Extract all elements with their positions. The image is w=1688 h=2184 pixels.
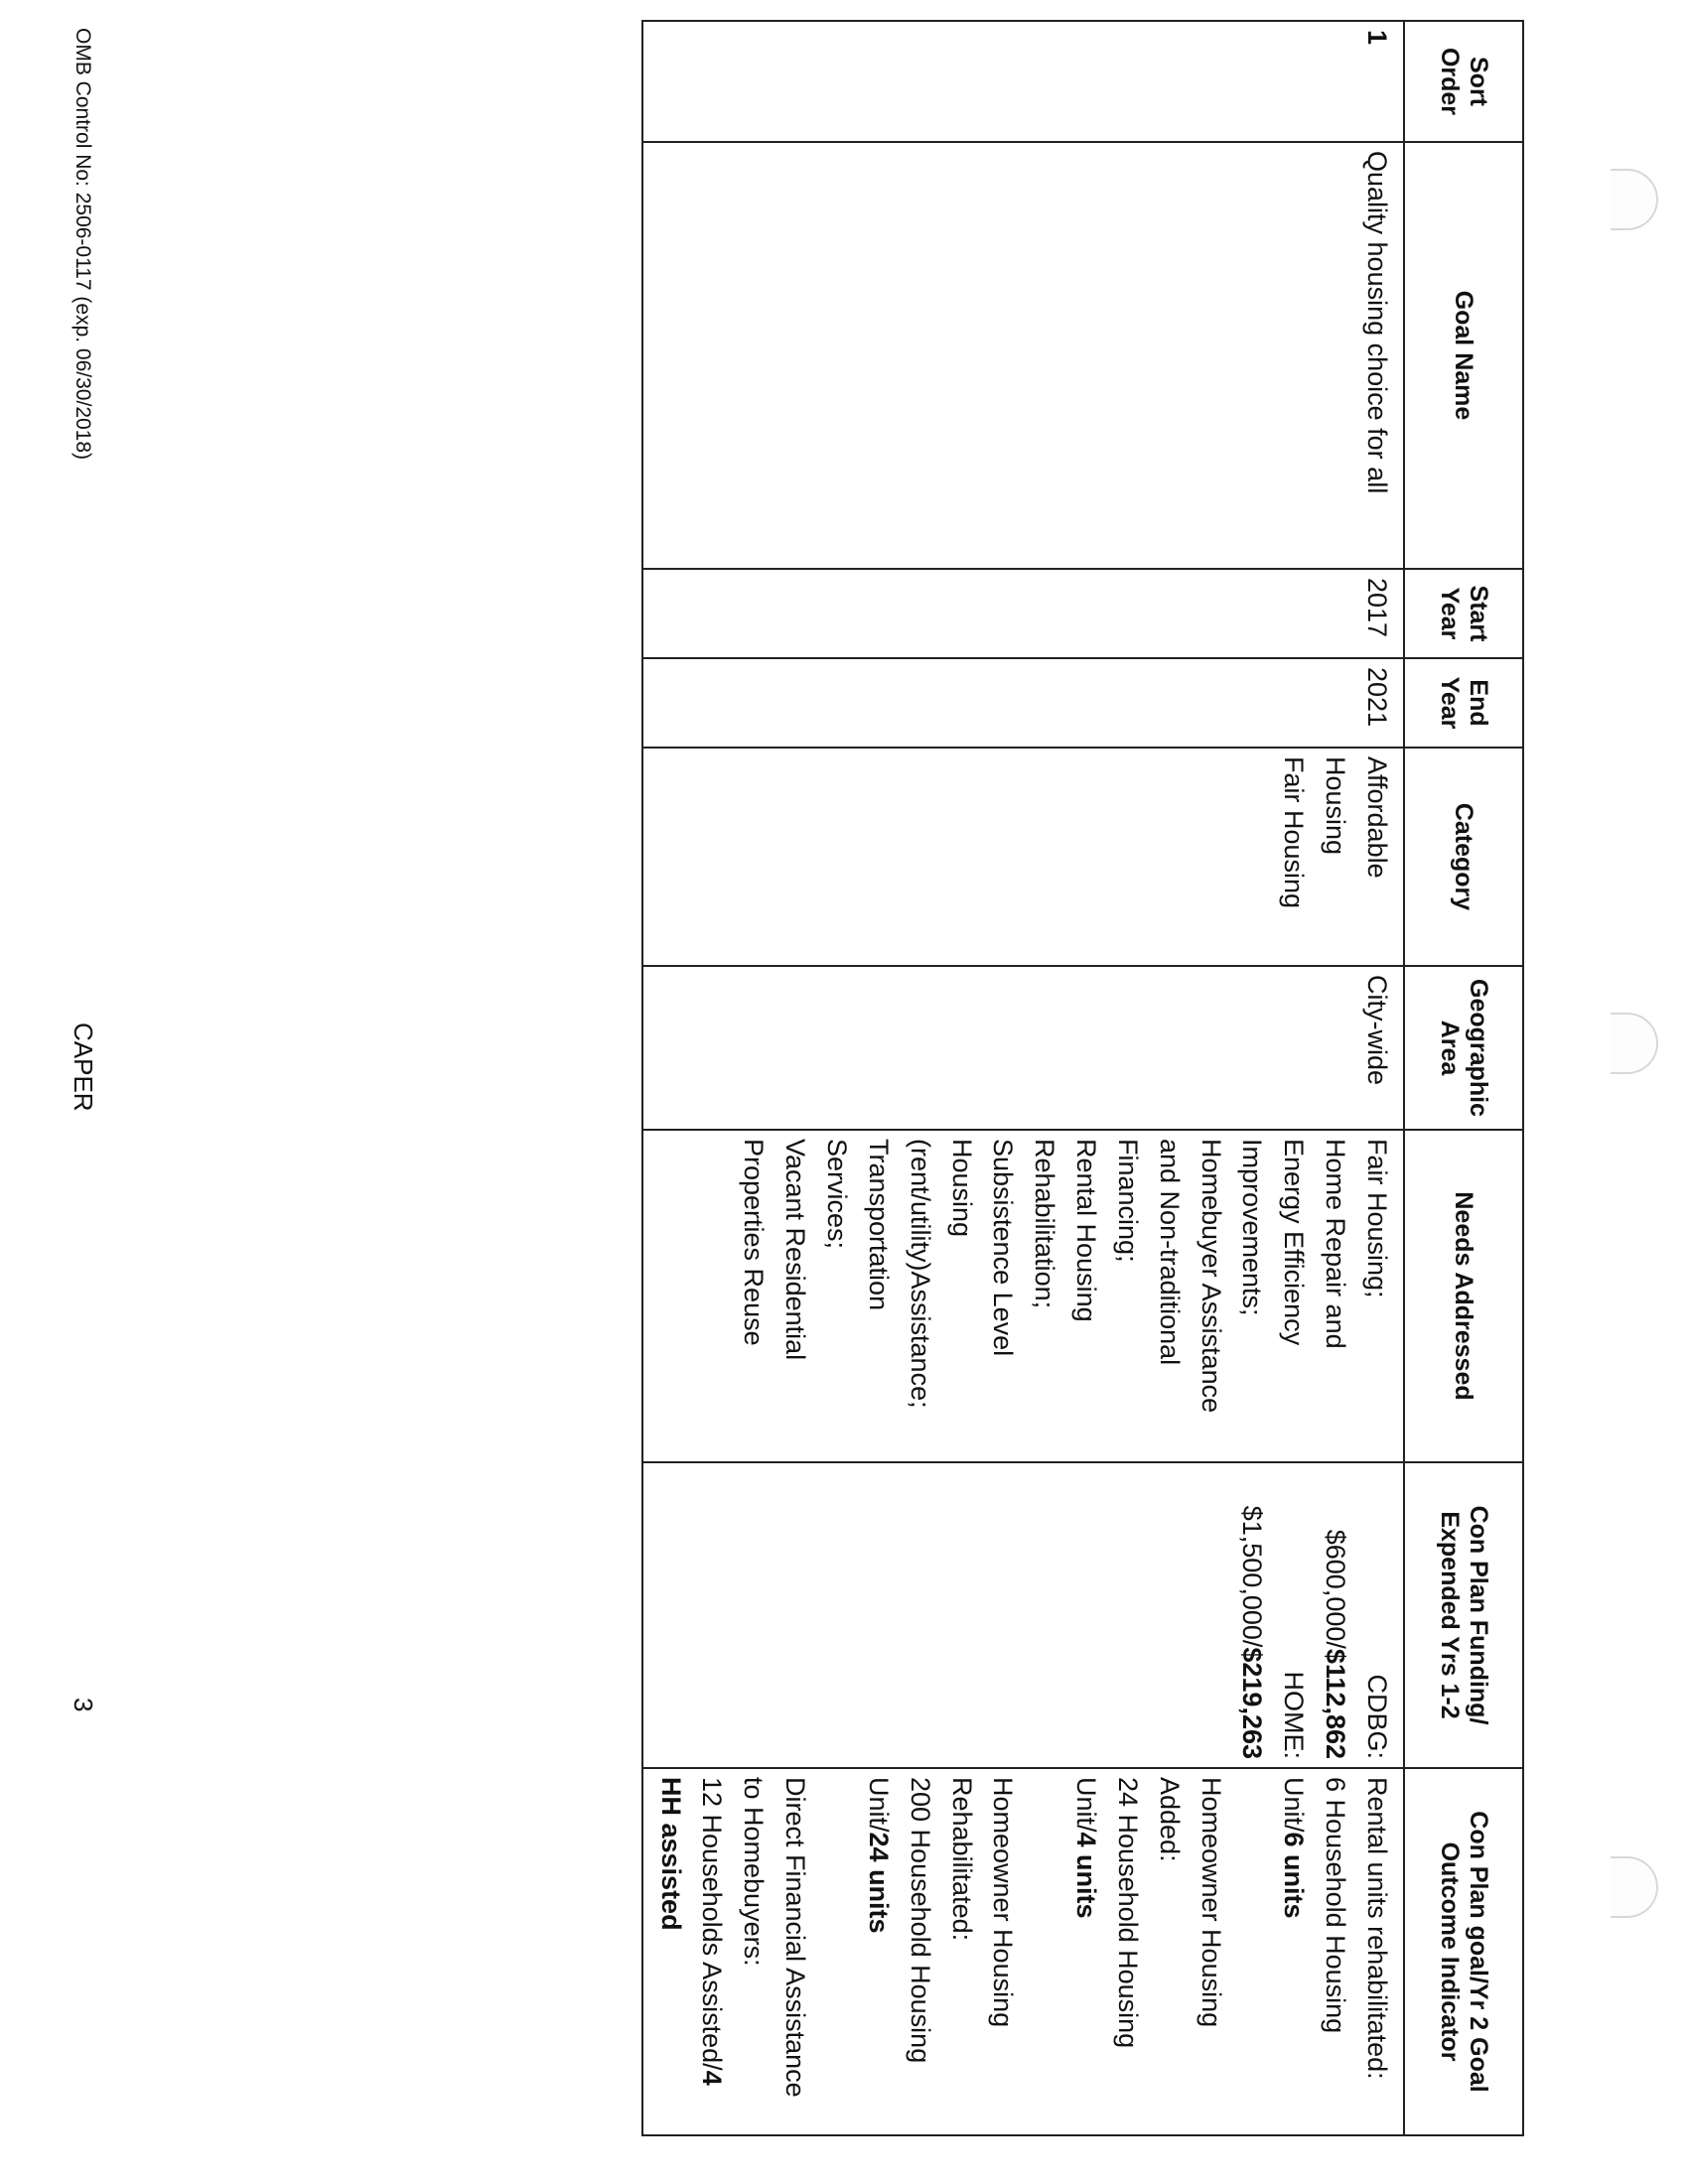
header-start-year: Start Year [1404,569,1523,658]
cdbg-amount [1314,1471,1355,1759]
cell-outcome [642,1768,1404,2135]
spacer [1023,1777,1064,2126]
cell-goal-name [642,142,1404,569]
table-row [642,21,1404,2135]
needs-line: Properties Reuse [739,1139,770,1346]
outcome-rental-l2: 6 Household Housing [1321,1777,1351,2034]
needs-line: Home Repair and [1321,1139,1351,1349]
cell-needs-addressed [642,1130,1404,1462]
header-goal-name: Goal Name [1404,142,1523,569]
outcome-financial-l4: HH assisted [655,1777,686,1931]
home-plan: $1,500,000/ [1237,1505,1268,1648]
needs-line: Services; [822,1139,853,1250]
start-year-value: 2017 [1362,578,1392,638]
header-geographic-area: Geographic Area [1404,966,1523,1130]
cell-category [642,748,1404,966]
cdbg-plan: $600,000/ [1321,1529,1351,1649]
footer-title: CAPER [69,1023,98,1112]
needs-line: Housing [946,1139,977,1238]
outcome-added-l1: Homeowner Housing [1196,1777,1226,2028]
outcome-rehab-l2: Rehabilitated: [946,1777,977,1942]
end-year-value: 2021 [1362,667,1392,728]
spacer [1231,1777,1273,2126]
goal-name-value: Quality housing choice for all [1362,151,1392,494]
needs-line: Subsistence Level [988,1139,1019,1357]
sort-order-value: 1 [1362,30,1392,46]
needs-line: Homebuyer Assistance [1196,1139,1226,1414]
category-line: Housing [1321,756,1351,856]
needs-line: Fair Housing; [1362,1139,1392,1298]
outcome-rental-l1: Rental units rehabilitated: [1362,1777,1392,2080]
category-line: Affordable [1362,756,1392,879]
cell-start-year [642,569,1404,658]
outcome-rehab-unit: Unit/ [863,1777,894,1833]
outcome-rental-achieved: 6 units [1279,1832,1310,1919]
header-sort-order: Sort Order [1404,21,1523,142]
needs-line: and Non-traditional [1154,1139,1185,1366]
outcome-rehab-l1: Homeowner Housing [988,1777,1019,2028]
needs-line: (rent/utility)Assistance; [905,1139,935,1409]
cell-sort-order [642,21,1404,142]
needs-line: Rehabilitation; [1030,1139,1060,1309]
outcome-rehab-l3: 200 Household Housing [905,1777,935,2064]
home-amount [1231,1471,1273,1759]
category-line: Fair Housing [1279,756,1310,909]
needs-line: Transportation [863,1139,894,1311]
cell-end-year [642,658,1404,748]
outcome-added-unit: Unit/ [1071,1777,1102,1833]
needs-line: Vacant Residential [780,1139,811,1361]
outcome-rehab-l4 [857,1777,899,2126]
outcome-rental-l3 [1272,1777,1314,2126]
outcome-financial-achieved: 4 [697,2070,728,2086]
outcome-financial-l1: Direct Financial Assistance [780,1777,811,2098]
cell-geographic-area [642,966,1404,1130]
goals-table [641,20,1524,2136]
home-label: HOME: [1279,1671,1310,1759]
outcome-financial-l2: to Homebuyers: [739,1777,770,1967]
rotated-page [0,20,1524,2134]
needs-line: Rental Housing [1071,1139,1102,1322]
binder-hole-bottom [1611,1856,1658,1918]
header-category: Category [1404,748,1523,966]
outcome-rehab-achieved: 24 units [863,1832,894,1934]
cdbg-label: CDBG: [1362,1674,1392,1759]
binder-hole-middle [1611,1013,1658,1074]
outcome-added-l4 [1064,1777,1106,2126]
outcome-rental-unit: Unit/ [1279,1777,1310,1833]
cell-funding [642,1462,1404,1768]
header-funding: Con Plan Funding/ Expended Yrs 1-2 [1404,1462,1523,1768]
geographic-area-value: City-wide [1362,975,1392,1086]
header-end-year: End Year [1404,658,1523,748]
header-needs-addressed: Needs Addressed [1404,1130,1523,1462]
needs-line: Improvements; [1237,1139,1268,1316]
outcome-added-l3: 24 Household Housing [1112,1777,1143,2049]
home-expended: $219,263 [1237,1647,1268,1759]
outcome-financial-goal: 12 Households Assisted/ [697,1777,728,2071]
cdbg-expended: $112,862 [1321,1648,1351,1759]
header-outcome: Con Plan goal/Yr 2 Goal Outcome Indicator [1404,1768,1523,2135]
binder-hole-top [1611,169,1658,230]
page-number: 3 [69,1698,98,1712]
needs-line: Financing; [1112,1139,1143,1263]
outcome-added-achieved: 4 units [1071,1832,1102,1919]
outcome-added-l2: Added: [1154,1777,1185,1862]
omb-control-number: OMB Control No: 2506-0117 (exp. 06/30/2018) [71,28,94,461]
spacer [815,1777,857,2126]
outcome-financial-l3 [691,1777,733,2126]
needs-line: Energy Efficiency [1279,1139,1310,1346]
header-row [1404,21,1523,2135]
